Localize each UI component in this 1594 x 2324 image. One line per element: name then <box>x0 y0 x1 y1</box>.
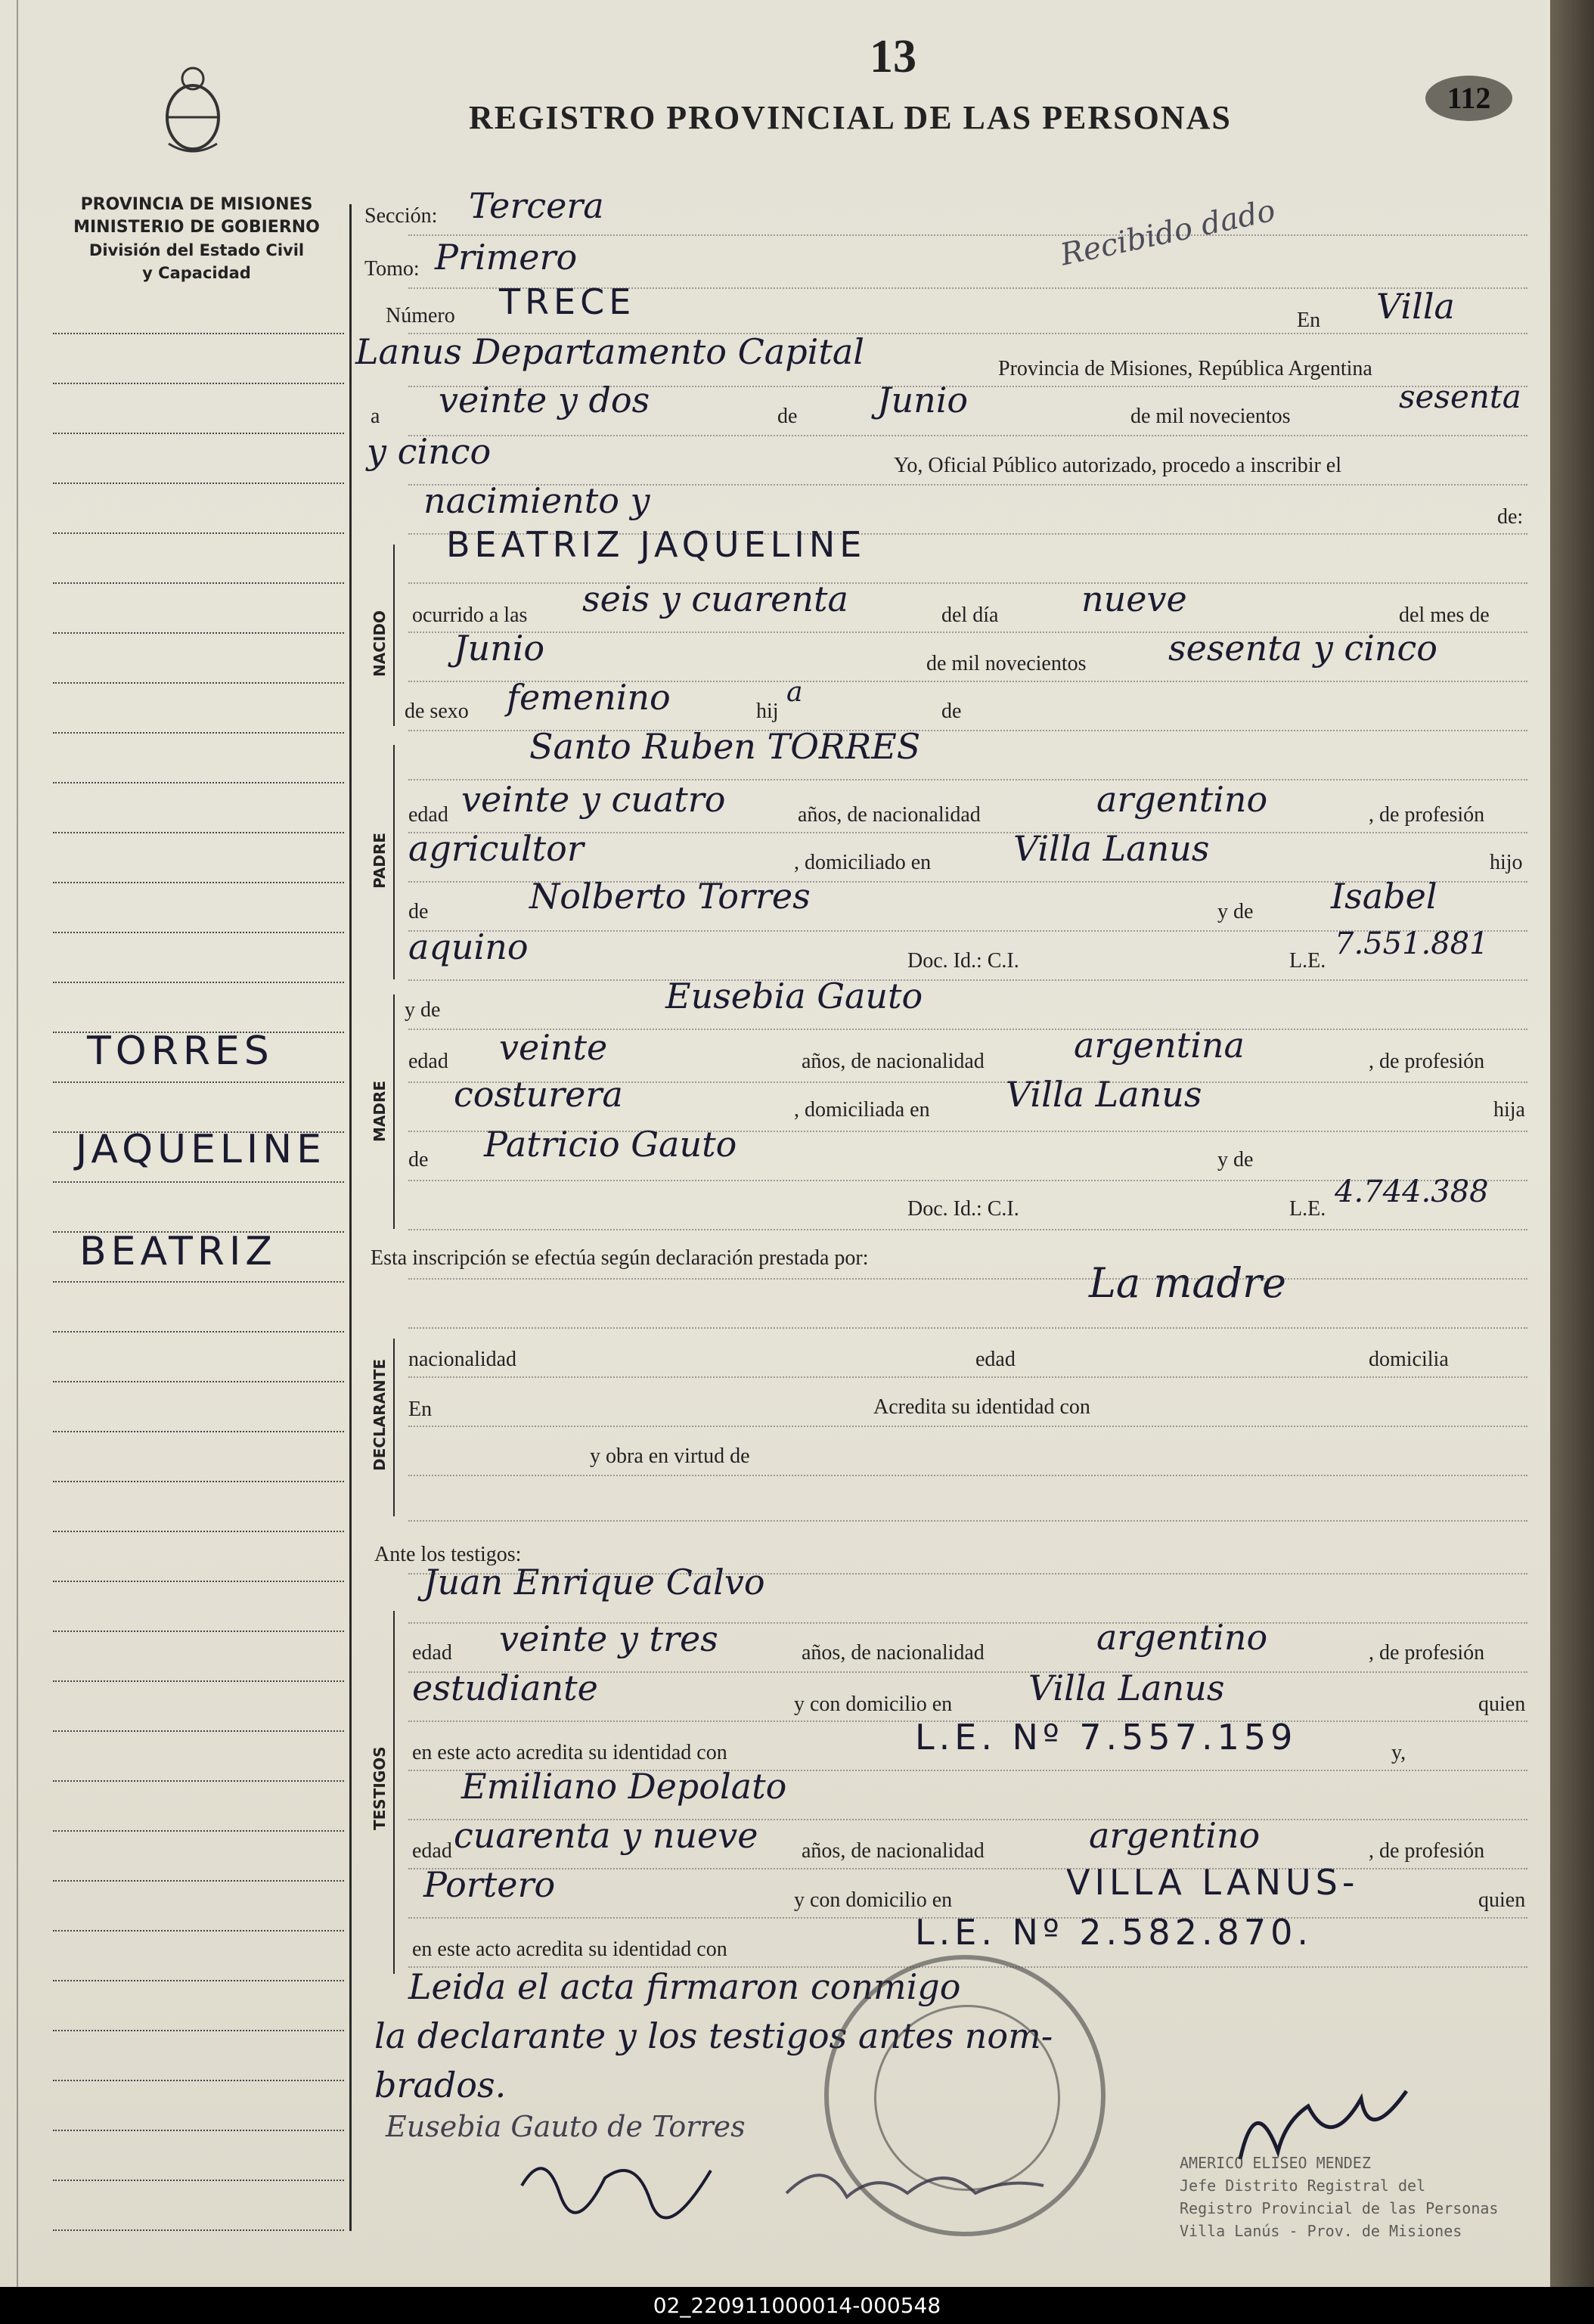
label-inscripcion: Esta inscripción se efectúa según declaración prestada por: <box>371 1246 869 1270</box>
form-dotted-line <box>408 1770 1527 1771</box>
form-dotted-line <box>408 730 1527 731</box>
label-doc-madre: Doc. Id.: C.I. <box>907 1197 1019 1221</box>
value-sexo: femenino <box>507 677 671 718</box>
margin-dotted-line <box>53 1780 344 1782</box>
margin-dotted-line <box>53 482 344 484</box>
value-padre-edad: veinte y cuatro <box>461 779 726 820</box>
label-obra: y obra en virtud de <box>590 1444 750 1468</box>
form-dotted-line <box>408 930 1527 932</box>
round-seal-inner <box>874 2005 1060 2191</box>
margin-dotted-line <box>53 1581 344 1582</box>
form-dotted-line <box>408 1520 1527 1522</box>
value-t1-prof: estudiante <box>412 1668 598 1708</box>
label-edad-padre: edad <box>408 803 448 827</box>
value-dia-nac: nueve <box>1081 579 1187 619</box>
label-mil: de mil novecientos <box>1130 405 1291 428</box>
margin-dotted-line <box>53 1331 344 1333</box>
value-padre-nombre: Santo Ruben TORRES <box>529 726 921 767</box>
label-nac-padre: años, de nacionalidad <box>798 803 981 827</box>
margin-dotted-line <box>53 333 344 334</box>
value-lugar-cont: Lanus Departamento Capital <box>355 331 864 372</box>
official-stamp-line2: Jefe Distrito Registral del <box>1180 2177 1426 2195</box>
value-abuela-p2: aquino <box>408 926 529 967</box>
margin-dotted-line <box>53 632 344 634</box>
issuer-line4: y Capacidad <box>142 264 251 282</box>
form-dotted-line <box>408 1573 1527 1575</box>
margin-dotted-line <box>53 1481 344 1482</box>
value-nombre: BEATRIZ JAQUELINE <box>446 524 867 565</box>
closing-line1: Leida el acta firmaron conmigo <box>408 1966 961 2007</box>
label-de-colon: de: <box>1497 505 1524 529</box>
margin-dotted-line <box>53 1730 344 1732</box>
value-madre-nac: argentina <box>1074 1025 1245 1066</box>
label-acto-t1: en este acto acredita su identidad con <box>412 1741 727 1764</box>
nacido-rule <box>393 545 395 726</box>
margin-dotted-line <box>53 2180 344 2181</box>
value-madre-nombre: Eusebia Gauto <box>665 976 923 1016</box>
side-label-padre: PADRE <box>371 833 389 889</box>
label-hijo: hijo <box>1490 851 1523 874</box>
value-t2-edad: cuarenta y nueve <box>454 1815 758 1856</box>
margin-dotted-line <box>53 682 344 684</box>
closing-line3: brados. <box>374 2065 507 2105</box>
coat-of-arms-icon <box>155 61 231 159</box>
label-acredita: Acredita su identidad con <box>873 1395 1090 1419</box>
label-doc-padre: Doc. Id.: C.I. <box>907 949 1019 973</box>
value-t2-prof: Portero <box>423 1864 556 1905</box>
label-de-1: de <box>777 405 798 428</box>
value-mes: Junio <box>877 380 969 420</box>
document-title: REGISTRO PROVINCIAL DE LAS PERSONAS <box>469 99 1232 136</box>
value-seccion: Tercera <box>469 185 604 226</box>
value-hora: seis y cuarenta <box>582 579 848 619</box>
margin-dotted-line <box>53 2229 344 2231</box>
label-del-dia: del día <box>941 603 999 627</box>
issuer-line1: PROVINCIA DE MISIONES <box>80 195 313 214</box>
madre-rule <box>393 994 395 1229</box>
signature-madre: Eusebia Gauto de Torres <box>386 2110 746 2143</box>
form-dotted-line <box>408 1671 1527 1673</box>
annotation-stamp: Recibido dado <box>1057 193 1279 273</box>
label-y-de-2: y de <box>405 998 441 1022</box>
value-t2-doc: L.E. Nº 2.582.870. <box>915 1912 1313 1953</box>
margin-dotted-line <box>53 1980 344 1981</box>
form-dotted-line <box>408 1327 1527 1329</box>
label-oficial: Yo, Oficial Público autorizado, procedo a inscribir el <box>894 454 1342 477</box>
page-number: 13 <box>870 31 916 82</box>
label-ocurrido: ocurrido a las <box>412 603 528 627</box>
official-stamp <box>1180 2152 1498 2242</box>
form-dotted-line <box>408 832 1527 833</box>
margin-dotted-line <box>53 732 344 734</box>
value-lugar: Villa <box>1376 286 1455 327</box>
value-abuelo-p: Nolberto Torres <box>529 876 811 917</box>
label-quien-1: quien <box>1478 1693 1526 1716</box>
margin-dotted-line <box>53 582 344 584</box>
label-edad-t2: edad <box>412 1839 452 1863</box>
label-le-padre: L.E. <box>1289 949 1326 973</box>
form-dotted-line <box>408 1180 1527 1181</box>
value-dia: veinte y dos <box>439 380 650 420</box>
margin-dotted-line <box>53 1181 344 1183</box>
label-y-de-3: y de <box>1217 1148 1254 1171</box>
value-padre-prof: agricultor <box>408 828 584 869</box>
form-dotted-line <box>408 1029 1527 1030</box>
label-acto-t2: en este acto acredita su identidad con <box>412 1938 727 1961</box>
form-dotted-line <box>408 1868 1527 1869</box>
margin-dotted-line <box>53 1631 344 1632</box>
round-seal <box>824 1955 1106 2236</box>
signature-testigo1-icon <box>514 2140 741 2223</box>
label-mil-2: de mil novecientos <box>926 652 1087 675</box>
form-dotted-line <box>408 1426 1527 1427</box>
label-hij: hij <box>756 700 779 723</box>
testigos-rule <box>393 1611 395 1974</box>
issuer-line2: MINISTERIO DE GOBIERNO <box>73 218 320 237</box>
form-dotted-line <box>408 1475 1527 1476</box>
value-anio2: y cinco <box>367 431 492 472</box>
margin-rule <box>349 204 352 2231</box>
form-dotted-line <box>408 333 1527 334</box>
label-nac-madre: años, de nacionalidad <box>802 1050 985 1073</box>
label-de-3: de <box>408 900 429 923</box>
form-dotted-line <box>408 386 1527 387</box>
label-nacionalidad: nacionalidad <box>408 1348 517 1371</box>
label-nac-t2: años, de nacionalidad <box>802 1839 985 1863</box>
value-anio-nac: sesenta y cinco <box>1168 628 1437 669</box>
file-caption: 02_220911000014-000548 <box>0 2287 1594 2324</box>
label-y-de-1: y de <box>1217 900 1254 923</box>
value-t2-dom: VILLA LANUS- <box>1066 1862 1360 1903</box>
margin-dotted-line <box>53 383 344 384</box>
form-dotted-line <box>408 1917 1527 1919</box>
side-label-nacido: NACIDO <box>371 610 389 677</box>
label-prof-t2: , de profesión <box>1369 1839 1485 1863</box>
form-dotted-line <box>408 1966 1527 1968</box>
form-dotted-line <box>408 582 1527 584</box>
side-label-madre: MADRE <box>371 1080 389 1142</box>
value-t1-nac: argentino <box>1096 1617 1268 1658</box>
label-numero: Número <box>386 304 455 327</box>
label-edad-decl: edad <box>975 1348 1016 1371</box>
form-dotted-line <box>408 1376 1527 1378</box>
closing-line2: la declarante y los testigos antes nom- <box>374 2015 1053 2056</box>
value-anio1: sesenta <box>1399 378 1521 415</box>
form-dotted-line <box>408 1278 1527 1280</box>
label-hija: hija <box>1493 1098 1525 1122</box>
value-madre-le: 4.744.388 <box>1335 1174 1489 1209</box>
margin-dotted-line <box>53 2130 344 2131</box>
margin-dotted-line <box>53 832 344 833</box>
side-label-testigos: TESTIGOS <box>371 1746 389 1830</box>
form-dotted-line <box>408 1131 1527 1132</box>
label-tomo: Tomo: <box>364 257 420 281</box>
value-padre-dom: Villa Lanus <box>1013 828 1210 869</box>
label-de-4: de <box>408 1148 429 1171</box>
margin-dotted-line <box>53 1281 344 1283</box>
label-prof-madre: , de profesión <box>1369 1050 1485 1073</box>
official-stamp-line4: Villa Lanús - Prov. de Misiones <box>1180 2222 1462 2240</box>
label-quien-2: quien <box>1478 1888 1526 1912</box>
label-ante-testigos: Ante los testigos: <box>374 1543 522 1566</box>
margin-dotted-line <box>53 532 344 534</box>
value-testigo2: Emiliano Depolato <box>461 1766 787 1807</box>
margin-dotted-line <box>53 433 344 434</box>
official-stamp-line3: Registro Provincial de las Personas <box>1180 2199 1499 2217</box>
margin-dotted-line <box>53 1930 344 1931</box>
value-padre-nac: argentino <box>1096 779 1268 820</box>
value-tomo: Primero <box>435 237 578 278</box>
value-numero: TRECE <box>499 281 636 322</box>
form-dotted-line <box>408 435 1527 436</box>
label-edad-madre: edad <box>408 1050 448 1073</box>
label-provincia: Provincia de Misiones, República Argentina <box>998 357 1372 380</box>
value-madre-edad: veinte <box>499 1027 608 1068</box>
side-label-declarante: DECLARANTE <box>371 1358 389 1471</box>
label-con-dom-t1: y con domicilio en <box>794 1693 953 1716</box>
declarante-rule <box>393 1339 395 1516</box>
value-mes-nac: Junio <box>454 628 545 669</box>
margin-name2: BEATRIZ <box>79 1229 277 1274</box>
label-seccion: Sección: <box>364 204 438 228</box>
form-dotted-line <box>408 533 1527 535</box>
margin-dotted-line <box>53 2080 344 2081</box>
label-dom-padre: , domiciliado en <box>794 851 932 874</box>
label-en: En <box>1297 309 1321 332</box>
margin-dotted-line <box>53 2030 344 2031</box>
form-dotted-line <box>408 234 1527 236</box>
label-domicilia: domicilia <box>1369 1348 1449 1371</box>
official-stamp-line1: AMERICO ELISEO MENDEZ <box>1180 2154 1371 2172</box>
label-nac-t1: años, de nacionalidad <box>802 1641 985 1665</box>
form-dotted-line <box>408 484 1527 486</box>
book-spine <box>1550 0 1594 2287</box>
padre-rule <box>393 745 395 979</box>
label-a: a <box>371 405 380 428</box>
margin-dotted-line <box>53 1431 344 1432</box>
label-prof-padre: , de profesión <box>1369 803 1485 827</box>
form-dotted-line <box>408 1622 1527 1624</box>
label-con-dom-t2: y con domicilio en <box>794 1888 953 1912</box>
issuer-block <box>45 194 348 284</box>
label-dom-madre: , domiciliada en <box>794 1098 930 1122</box>
value-t2-nac: argentino <box>1089 1815 1261 1856</box>
value-hija-suffix: a <box>786 677 803 708</box>
form-dotted-line <box>408 681 1527 682</box>
margin-name1: JAQUELINE <box>76 1127 326 1172</box>
form-dotted-line <box>408 1081 1527 1083</box>
label-de-2: de <box>941 700 962 723</box>
margin-dotted-line <box>53 882 344 883</box>
form-dotted-line <box>408 881 1527 883</box>
margin-dotted-line <box>53 1880 344 1882</box>
margin-dotted-line <box>53 982 344 983</box>
label-del-mes: del mes de <box>1399 603 1490 627</box>
value-madre-prof: costurera <box>454 1074 623 1115</box>
value-t1-dom: Villa Lanus <box>1028 1668 1225 1708</box>
margin-dotted-line <box>53 1381 344 1382</box>
form-dotted-line <box>408 1819 1527 1820</box>
value-declarante: La madre <box>1089 1259 1286 1307</box>
value-abuela-p1: Isabel <box>1331 876 1437 917</box>
form-dotted-line <box>408 631 1527 633</box>
form-dotted-line <box>408 779 1527 780</box>
form-dotted-line <box>408 1229 1527 1230</box>
label-y-comma: y, <box>1391 1741 1406 1764</box>
margin-dotted-line <box>53 1680 344 1682</box>
value-padre-le: 7.551.881 <box>1335 926 1489 961</box>
label-en-decl: En <box>408 1398 433 1421</box>
form-dotted-line <box>408 979 1527 981</box>
margin-dotted-line <box>53 1081 344 1083</box>
value-madre-dom: Villa Lanus <box>1006 1074 1202 1115</box>
form-dotted-line <box>408 287 1527 289</box>
margin-dotted-line <box>53 1830 344 1832</box>
folio-stamp: 112 <box>1425 76 1512 121</box>
label-sexo: de sexo <box>405 700 469 723</box>
label-edad-t1: edad <box>412 1641 452 1665</box>
value-t1-edad: veinte y tres <box>499 1618 718 1659</box>
margin-surname: TORRES <box>87 1029 274 1074</box>
margin-dotted-line <box>53 782 344 783</box>
form-dotted-line <box>408 1721 1527 1722</box>
label-le-madre: L.E. <box>1289 1197 1326 1221</box>
label-prof-t1: , de profesión <box>1369 1641 1485 1665</box>
margin-dotted-line <box>53 1531 344 1532</box>
value-testigo1: Juan Enrique Calvo <box>423 1562 765 1603</box>
value-acto: nacimiento y <box>423 480 650 521</box>
value-abuelo-m: Patricio Gauto <box>484 1124 737 1165</box>
left-edge-rule <box>17 0 18 2287</box>
margin-dotted-line <box>53 932 344 933</box>
issuer-line3: División del Estado Civil <box>88 241 305 259</box>
value-t1-doc: L.E. Nº 7.557.159 <box>915 1717 1298 1758</box>
